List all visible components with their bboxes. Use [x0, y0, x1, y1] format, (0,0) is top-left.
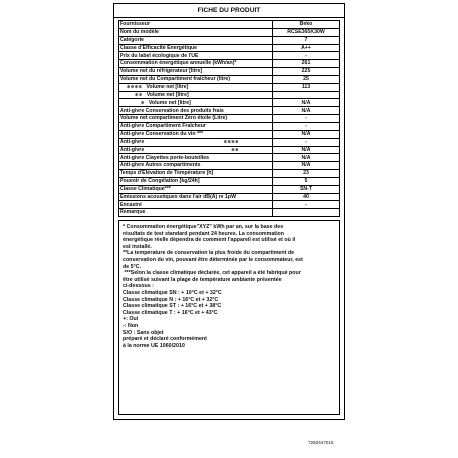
- spec-label-cell: [119, 83, 273, 91]
- spec-label: Volume net [litre]: [146, 83, 189, 90]
- notes-box: [118, 220, 340, 415]
- spec-label-cell: [119, 107, 273, 115]
- note-line: à la norme UE 1060/2010: [123, 342, 185, 349]
- freezer-stars-icon: ✲: [141, 99, 145, 105]
- spec-label: Anti-givre Autres compartiments: [120, 162, 201, 169]
- spec-value: 7: [273, 36, 340, 44]
- note-line: ci-dessous :: [123, 283, 154, 290]
- note-line: énergétique réelle dépendra de comment l'appareil est utilisé et où il: [123, 237, 296, 244]
- spec-label-cell: [119, 36, 273, 44]
- spec-row: [119, 170, 340, 178]
- spec-row: [119, 209, 340, 217]
- spec-row: [119, 122, 340, 130]
- spec-label: Volume net du Compartiment fraîcheur (litre): [120, 76, 231, 83]
- spec-row: [119, 185, 340, 193]
- fiche-title: FICHE DU PRODUIT: [114, 4, 344, 18]
- spec-value: -: [273, 115, 340, 123]
- spec-value: -: [273, 52, 340, 60]
- spec-row: [119, 83, 340, 91]
- spec-label-cell: [119, 185, 273, 193]
- note-line: -: Non: [123, 323, 139, 329]
- spec-label: Anti-givre Compartiment Fraîcheur: [120, 123, 206, 130]
- spec-value: -: [273, 122, 340, 130]
- spec-value: RCSE365K30W: [273, 28, 340, 36]
- note-line: préparé et déclaré conformément: [123, 336, 207, 343]
- spec-label-cell: [119, 138, 273, 146]
- spec-label-cell: [119, 170, 273, 178]
- spec-row: [119, 138, 340, 146]
- spec-label-cell: [119, 44, 273, 52]
- note-line: **La température de conservation la plus froide du compartiment de: [123, 250, 295, 257]
- spec-value: 225: [273, 68, 340, 76]
- spec-label: Classe Climatique***: [120, 185, 171, 192]
- spec-label-cell: [119, 154, 273, 162]
- spec-row: [119, 130, 340, 138]
- spec-label: Consommation énergétique annuelle (kWh/an)*: [120, 60, 237, 67]
- spec-label: Catégorie: [120, 36, 144, 43]
- spec-label-cell: [119, 28, 273, 36]
- spec-row: [119, 91, 340, 99]
- spec-row: [119, 60, 340, 68]
- spec-row: [119, 52, 340, 60]
- spec-row: [119, 28, 340, 36]
- spec-row: [119, 99, 340, 107]
- note-line: S/O : Sans objet: [123, 329, 164, 336]
- spec-label: Volume net du réfrigérateur [litre]: [120, 68, 203, 75]
- spec-label: Remarque: [120, 209, 146, 216]
- note-line: Classe climatique T : + 16°C et + 43°C: [123, 309, 218, 316]
- note-line: est installé.: [123, 243, 152, 250]
- spec-label-cell: [119, 209, 273, 217]
- spec-value: N/A: [273, 154, 340, 162]
- spec-value: N/A: [273, 99, 340, 107]
- note-line: être utilisé suivant la plage de température ambiante présentée: [123, 276, 282, 283]
- spec-row: [119, 154, 340, 162]
- spec-row: [119, 107, 340, 115]
- spec-label-cell: [119, 75, 273, 83]
- spec-label-cell: [119, 162, 273, 170]
- spec-value: A++: [273, 44, 340, 52]
- spec-label: Classe d'Efficacité Energétique: [120, 44, 198, 51]
- spec-row: [119, 162, 340, 170]
- spec-label: Volume net [litre]: [146, 91, 189, 98]
- freezer-stars-icon: ✲✲: [135, 91, 143, 97]
- spec-label: Encastré: [120, 201, 142, 208]
- note-line: de 5°C.: [123, 263, 142, 270]
- spec-value: [273, 209, 340, 217]
- spec-row: [119, 177, 340, 185]
- spec-label-cell: [119, 99, 273, 107]
- spec-row: [119, 115, 340, 123]
- note-line: conservation du vin, pouvant être déterminée par le consommateur, est: [123, 257, 303, 264]
- spec-table: [118, 20, 340, 217]
- spec-row: [119, 75, 340, 83]
- note-line: résultats de test standard pendant 24 heures. La consommation: [123, 230, 285, 237]
- spec-value: 113: [273, 83, 340, 91]
- note-line: * Consommation énergétique"XYZ" kWh par an, sur la base des: [123, 224, 284, 231]
- spec-value: N/A: [273, 162, 340, 170]
- spec-row: [119, 68, 340, 76]
- spec-label-cell: [119, 193, 273, 201]
- spec-label: Temps d'Élévation de Température [h]: [120, 170, 214, 177]
- spec-value: N/A: [273, 146, 340, 154]
- spec-value: -: [273, 201, 340, 209]
- spec-label: Prix du label écologique de l'UE: [120, 52, 199, 59]
- spec-label-cell: [119, 201, 273, 209]
- spec-value: N/A: [273, 107, 340, 115]
- spec-row: [119, 193, 340, 201]
- spec-label: Volume net compartiment Zéro étoile (Litre): [120, 115, 228, 122]
- spec-value: Beko: [273, 21, 340, 29]
- spec-label-cell: [119, 21, 273, 29]
- spec-label: Anti-givre Conservation du vin ***: [120, 131, 204, 138]
- spec-label: Anti-givre Conservation des produits frais: [120, 107, 224, 114]
- spec-label-cell: [119, 52, 273, 60]
- spec-row: [119, 44, 340, 52]
- spec-value: -: [273, 138, 340, 146]
- spec-value: 40: [273, 193, 340, 201]
- freezer-stars-icon: ✲✲✲✲: [223, 138, 239, 144]
- spec-label: Anti-givre Clayettes porte-bouteilles: [120, 154, 210, 161]
- spec-label: Anti-givre: [120, 138, 145, 145]
- note-line: ***Selon la classe climatique déclarée, cet appareil a été fabriqué pour: [123, 270, 301, 277]
- spec-label-cell: [119, 91, 273, 99]
- spec-label-cell: [119, 177, 273, 185]
- spec-value: N/A: [273, 130, 340, 138]
- note-line: Classe climatique SN : + 10°C et + 32°C: [123, 290, 222, 297]
- spec-label: Nom du modèle: [120, 29, 159, 36]
- spec-label: Fournisseur: [120, 21, 150, 28]
- spec-label: Emissions acoustiques dans l'air dB(A) re 1pW: [120, 193, 236, 200]
- note-line: Classe climatique ST : + 16°C et + 38°C: [123, 303, 222, 310]
- spec-label: Volume net [litre]: [148, 99, 191, 106]
- spec-value: SN-T: [273, 185, 340, 193]
- spec-label: Anti-givre: [120, 146, 145, 153]
- freezer-stars-icon: ✲✲: [231, 146, 239, 152]
- freezer-stars-icon: ✲✲✲✲: [127, 83, 143, 89]
- note-line: +: Oui: [123, 316, 139, 323]
- spec-label-cell: [119, 60, 273, 68]
- product-fiche: [113, 3, 345, 420]
- spec-row: [119, 21, 340, 29]
- spec-value: [273, 91, 340, 99]
- spec-label-cell: [119, 146, 273, 154]
- spec-label-cell: [119, 122, 273, 130]
- spec-row: [119, 146, 340, 154]
- note-line: Classe climatique N : + 16°C et + 32°C: [123, 296, 219, 303]
- spec-value: 5: [273, 177, 340, 185]
- spec-label-cell: [119, 130, 273, 138]
- spec-table-wrap: [114, 18, 344, 220]
- spec-row: [119, 201, 340, 209]
- spec-label-cell: [119, 115, 273, 123]
- document-code: 7283447015: [308, 440, 334, 445]
- spec-value: 23: [273, 170, 340, 178]
- spec-row: [119, 36, 340, 44]
- spec-value: 261: [273, 60, 340, 68]
- spec-label: Pouvoir de Congélation [kg/24h]: [120, 178, 200, 185]
- spec-label-cell: [119, 68, 273, 76]
- spec-value: 25: [273, 75, 340, 83]
